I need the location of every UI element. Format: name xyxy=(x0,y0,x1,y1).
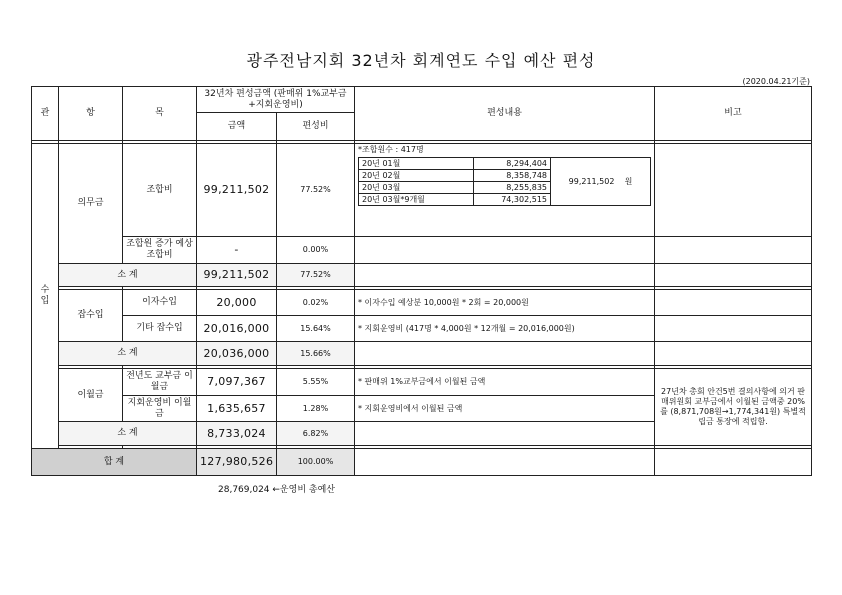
header-ratio: 편성비 xyxy=(277,113,355,141)
total-ratio: 100.00% xyxy=(277,449,355,476)
month-value: 74,302,515 xyxy=(474,193,551,205)
row-prev-grant xyxy=(32,369,812,396)
month-label: 20년 01월 xyxy=(359,157,474,169)
mok-johapbi: 조합비 xyxy=(123,144,197,237)
subtotal-uimugeum xyxy=(32,264,812,287)
remarks-interest xyxy=(655,290,812,316)
total-label: 합 계 xyxy=(32,449,197,476)
hang-iwolgeum: 이월금 xyxy=(59,369,123,422)
reference-date: (2020.04.21기준) xyxy=(742,77,810,86)
remarks-total xyxy=(655,449,812,476)
hang-japsuip: 잡수입 xyxy=(59,290,123,342)
row-increase xyxy=(32,237,812,264)
subtotal-amount: 20,036,000 xyxy=(197,342,277,366)
content-interest: * 이자수입 예상분 10,000원 * 2회 = 20,000원 xyxy=(355,290,655,316)
subtotal-japsuip xyxy=(32,342,812,366)
content-johapbi xyxy=(355,144,655,237)
amount-increase: - xyxy=(197,237,277,264)
ratio-increase: 0.00% xyxy=(277,237,355,264)
row-other xyxy=(32,316,812,342)
mok-increase: 조합원 증가 예상 조합비 xyxy=(123,237,197,264)
content-subtotal xyxy=(355,422,655,446)
ratio-interest: 0.02% xyxy=(277,290,355,316)
mok-prev-grant: 전년도 교부금 이월금 xyxy=(123,369,197,396)
amount-branch-op: 1,635,657 xyxy=(197,396,277,422)
subtotal-label: 소 계 xyxy=(59,264,197,287)
hang-uimugeum: 의무금 xyxy=(59,144,123,264)
content-branch-op: * 지회운영비에서 이월된 금액 xyxy=(355,396,655,422)
operating-budget-note: 28,769,024 ←운영비 총예산 xyxy=(218,485,335,495)
subtotal-ratio: 6.82% xyxy=(277,422,355,446)
subtotal-ratio: 15.66% xyxy=(277,342,355,366)
month-label: 20년 03월 xyxy=(359,181,474,193)
ratio-johapbi: 77.52% xyxy=(277,144,355,237)
amount-interest: 20,000 xyxy=(197,290,277,316)
total-row xyxy=(32,449,812,476)
gwan-label: 수 입 xyxy=(32,144,59,449)
header-mok: 목 xyxy=(123,87,197,141)
ratio-prev-grant: 5.55% xyxy=(277,369,355,396)
member-count: *조합원수 : 417명 xyxy=(358,145,424,154)
ratio-other: 15.64% xyxy=(277,316,355,342)
amount-johapbi: 99,211,502 xyxy=(197,144,277,237)
subtotal-ratio: 77.52% xyxy=(277,264,355,287)
header-amount: 금액 xyxy=(197,113,277,141)
subtotal-label: 소 계 xyxy=(59,422,197,446)
mok-interest: 이자수입 xyxy=(123,290,197,316)
remarks-subtotal xyxy=(655,264,812,287)
row-interest xyxy=(32,290,812,316)
header-gwan: 관 xyxy=(32,87,59,141)
content-subtotal xyxy=(355,342,655,366)
total-amount: 127,980,526 xyxy=(197,449,277,476)
monthly-table xyxy=(358,157,651,206)
page-title: 광주전남지회 32년차 회계연도 수입 예산 편성 xyxy=(246,51,596,70)
remarks-increase xyxy=(655,237,812,264)
row-johapbi xyxy=(32,144,812,237)
content-increase xyxy=(355,237,655,264)
month-label: 20년 03월*9개월 xyxy=(359,193,474,205)
amount-other: 20,016,000 xyxy=(197,316,277,342)
budget-table xyxy=(31,86,812,476)
ratio-branch-op: 1.28% xyxy=(277,396,355,422)
remarks-iwolgeum: 27년차 총회 안건5번 결의사항에 의거 판매위원회 교부금에서 이월된 금액중 20%를 (8,871,708원→1,774,341원) 특별적립금 통장에 적립함. xyxy=(655,369,812,446)
remarks-subtotal xyxy=(655,342,812,366)
month-value: 8,294,404 xyxy=(474,157,551,169)
remarks-other xyxy=(655,316,812,342)
subtotal-amount: 99,211,502 xyxy=(197,264,277,287)
content-prev-grant: * 판매위 1%교부금에서 이월된 금액 xyxy=(355,369,655,396)
header-hang: 항 xyxy=(59,87,123,141)
content-other: * 지회운영비 (417명 * 4,000원 * 12개월 = 20,016,000원) xyxy=(355,316,655,342)
remarks-johapbi xyxy=(655,144,812,237)
monthly-sum-unit: 원 xyxy=(624,176,633,186)
header-remarks: 비고 xyxy=(655,87,812,141)
content-total xyxy=(355,449,655,476)
month-value: 8,358,748 xyxy=(474,169,551,181)
monthly-sum-value: 99,211,502 xyxy=(568,176,615,186)
header-content: 편성내용 xyxy=(355,87,655,141)
month-label: 20년 02월 xyxy=(359,169,474,181)
mok-branch-op: 지회운영비 이월금 xyxy=(123,396,197,422)
header-row xyxy=(32,87,812,113)
month-value: 8,255,835 xyxy=(474,181,551,193)
monthly-sum xyxy=(551,157,651,205)
mok-other: 기타 잡수입 xyxy=(123,316,197,342)
amount-prev-grant: 7,097,367 xyxy=(197,369,277,396)
header-budget-group: 32년차 편성금액 (판매위 1%교부금+지회운영비) xyxy=(197,87,355,113)
content-subtotal xyxy=(355,264,655,287)
subtotal-label: 소 계 xyxy=(59,342,197,366)
subtotal-amount: 8,733,024 xyxy=(197,422,277,446)
